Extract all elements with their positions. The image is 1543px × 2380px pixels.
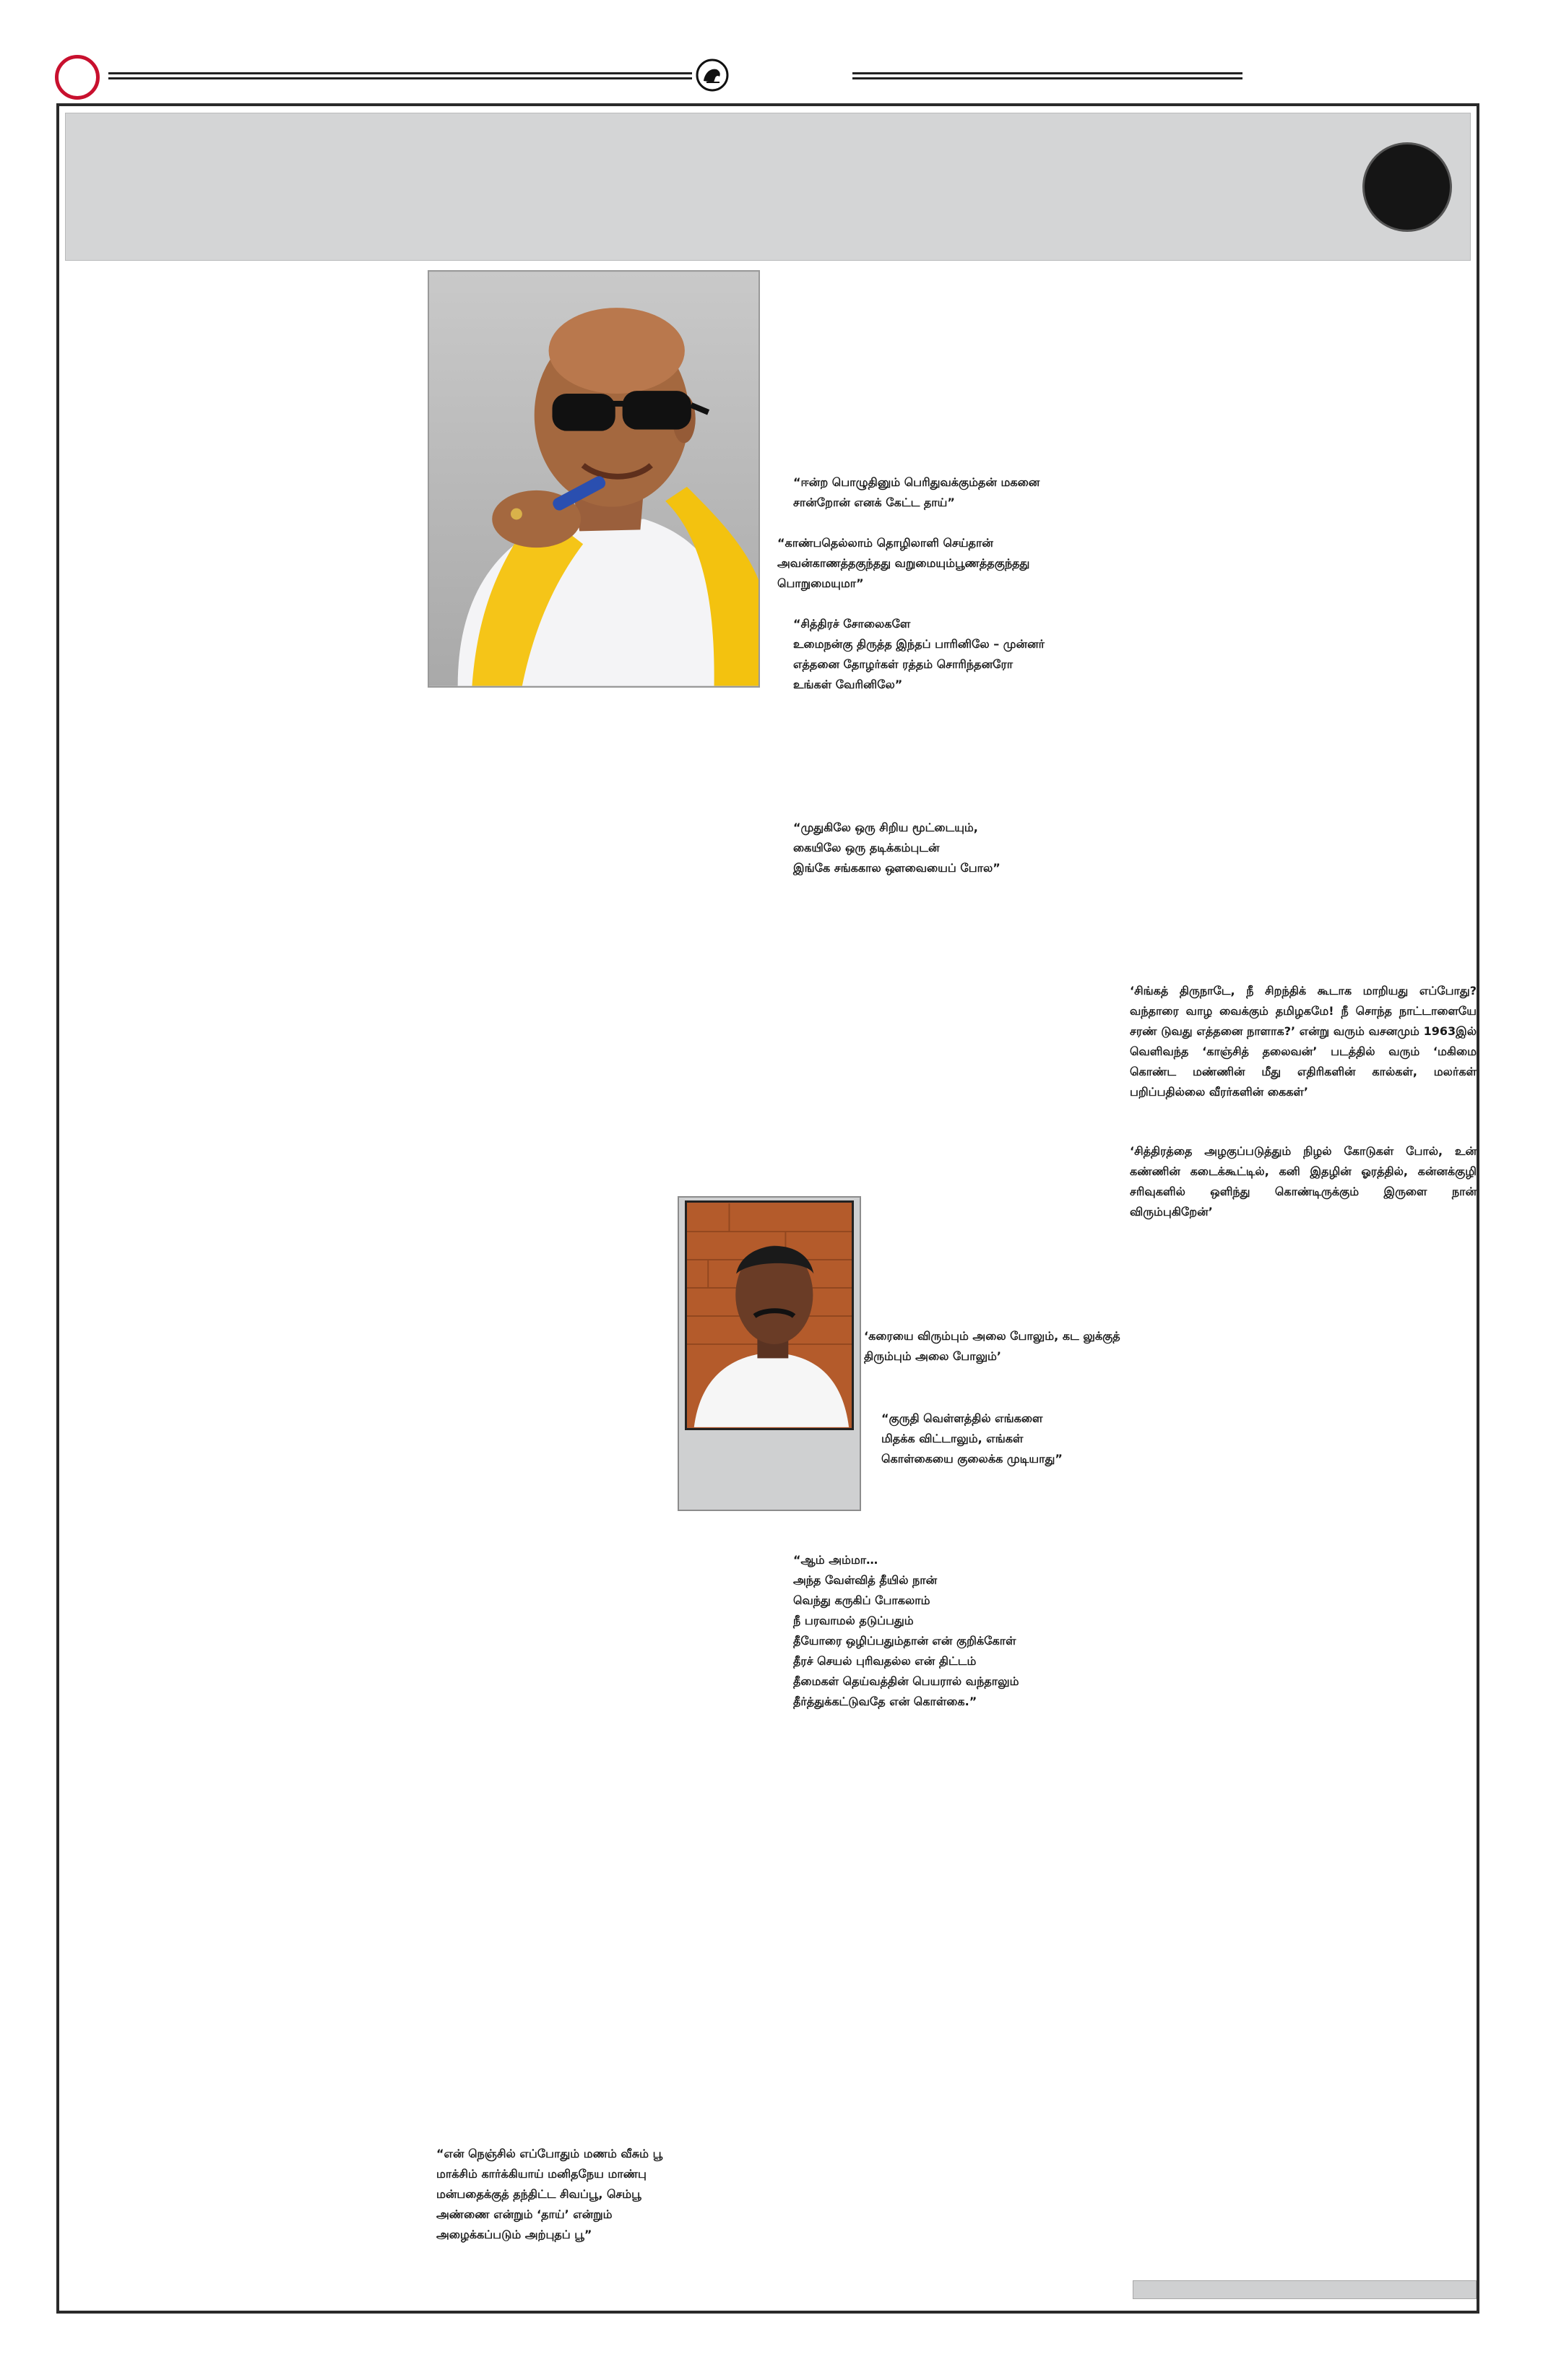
header-rule-left [108,72,692,79]
quote-shadow-lines: ‘சித்திரத்தை அழகுப்படுத்தும் நிழல் கோடுகள் போல், உன் கண்ணின் கடைக்கூட்டில், கனி இதழின் ஓரத்தில், கன்னக்குழி சரிவுகளில் ஒளிந்து கொண்டிருக்கும் இருளை நான் விரும்புகிறேன்’ [1130,1144,1477,1219]
page-number-circle-icon [55,55,100,100]
portrait-photo-main [428,270,760,688]
rising-sun-emblem-icon [695,58,730,92]
quote-sacrificial-fire: “ஆம் அம்மா… அந்த வேள்வித் தீயில் நான் வெந்து கருகிப் போகலாம் நீ பரவாமல் தடுப்பதும் தீயோரை ஒழிப்பதும்தான் என் குறிக்கோள் தீரச் செயல் புரிவதல்ல என் திட்டம் தீமைகள் தெய்வத்தின் பெயரால் வந்தாலும் தீர்த்துக்கட்டுவதே என் கொள்கை.” [793,1553,1019,1708]
quote-wave: ‘கரையை விரும்பும் அலை போலும், கட லுக்குத் திரும்பும் அலை போலும்’ [864,1329,1120,1363]
quote-blood-flood: “குருதி வெள்ளத்தில் எங்களை மிதக்க விட்டாலும், எங்கள் கொள்கையை குலைக்க முடியாது” [881,1411,1063,1466]
quote-lion-land: ‘சிங்கத் திருநாடே, நீ சிறந்திக் கூடாக மாறியது எப்போது? வந்தாரை வாழ வைக்கும் தமிழகமே! நீ சொந்த நாட்டாளையே சரண் டுவது எத்தனை நாளாக?’ என்று வரும் வசனமும் 1963இல் வெளிவந்த ‘காஞ்சித் தலைவன்’ படத்தில் வரும் ‘மகிமை கொண்ட மண்ணின் மீது எதிரிகளின் கால்கள், மலர்கள் பறிப்பதில்லை வீரர்களின் கைகள்’ [1130,984,1477,1099]
quote-thirukkural: “ஈன்ற பொழுதினும் பெரிதுவக்கும்தன் மகனை சான்றோன் எனக் கேட்ட தாய்” [793,475,1040,509]
footer-bar [1133,2280,1477,2299]
quote-garden: “சித்திரச் சோலைகளே உமைநன்கு திருத்த இந்தப் பாரினிலே – முன்னர் எத்தனை தோழர்கள் ரத்தம் சொரிந்தனரோ உங்கள் வேரினிலே” [793,617,1045,691]
title-band [65,113,1471,261]
quote-flower: “என் நெஞ்சில் எப்போதும் மணம் வீசும் பூ மாக்சிம் கார்க்கியாய் மனிதநேய மாண்பு மன்பதைக்குத் தந்திட்ட சிவப்பூ, செம்பூ அண்ணை என்றும் ‘தாய்’ என்றும் அழைக்கப்படும் அற்புதப் பூ” [436,2147,663,2241]
header-rule-right [852,72,1242,79]
quote-worker: “காண்பதெல்லாம் தொழிலாளி செய்தான் அவன்காணத்தகுந்தது வறுமையும்பூணத்தகுந்தது பொறுமையுமா” [777,536,1030,590]
quote-avvai: “முதுகிலே ஒரு சிறிய மூட்டையும், கையிலே ஒரு தடிக்கம்புடன் இங்கே சங்ககால ஔவையைப் போல” [793,821,1000,875]
portrait-photo-second [685,1200,854,1430]
title-band-dot [1362,142,1452,232]
